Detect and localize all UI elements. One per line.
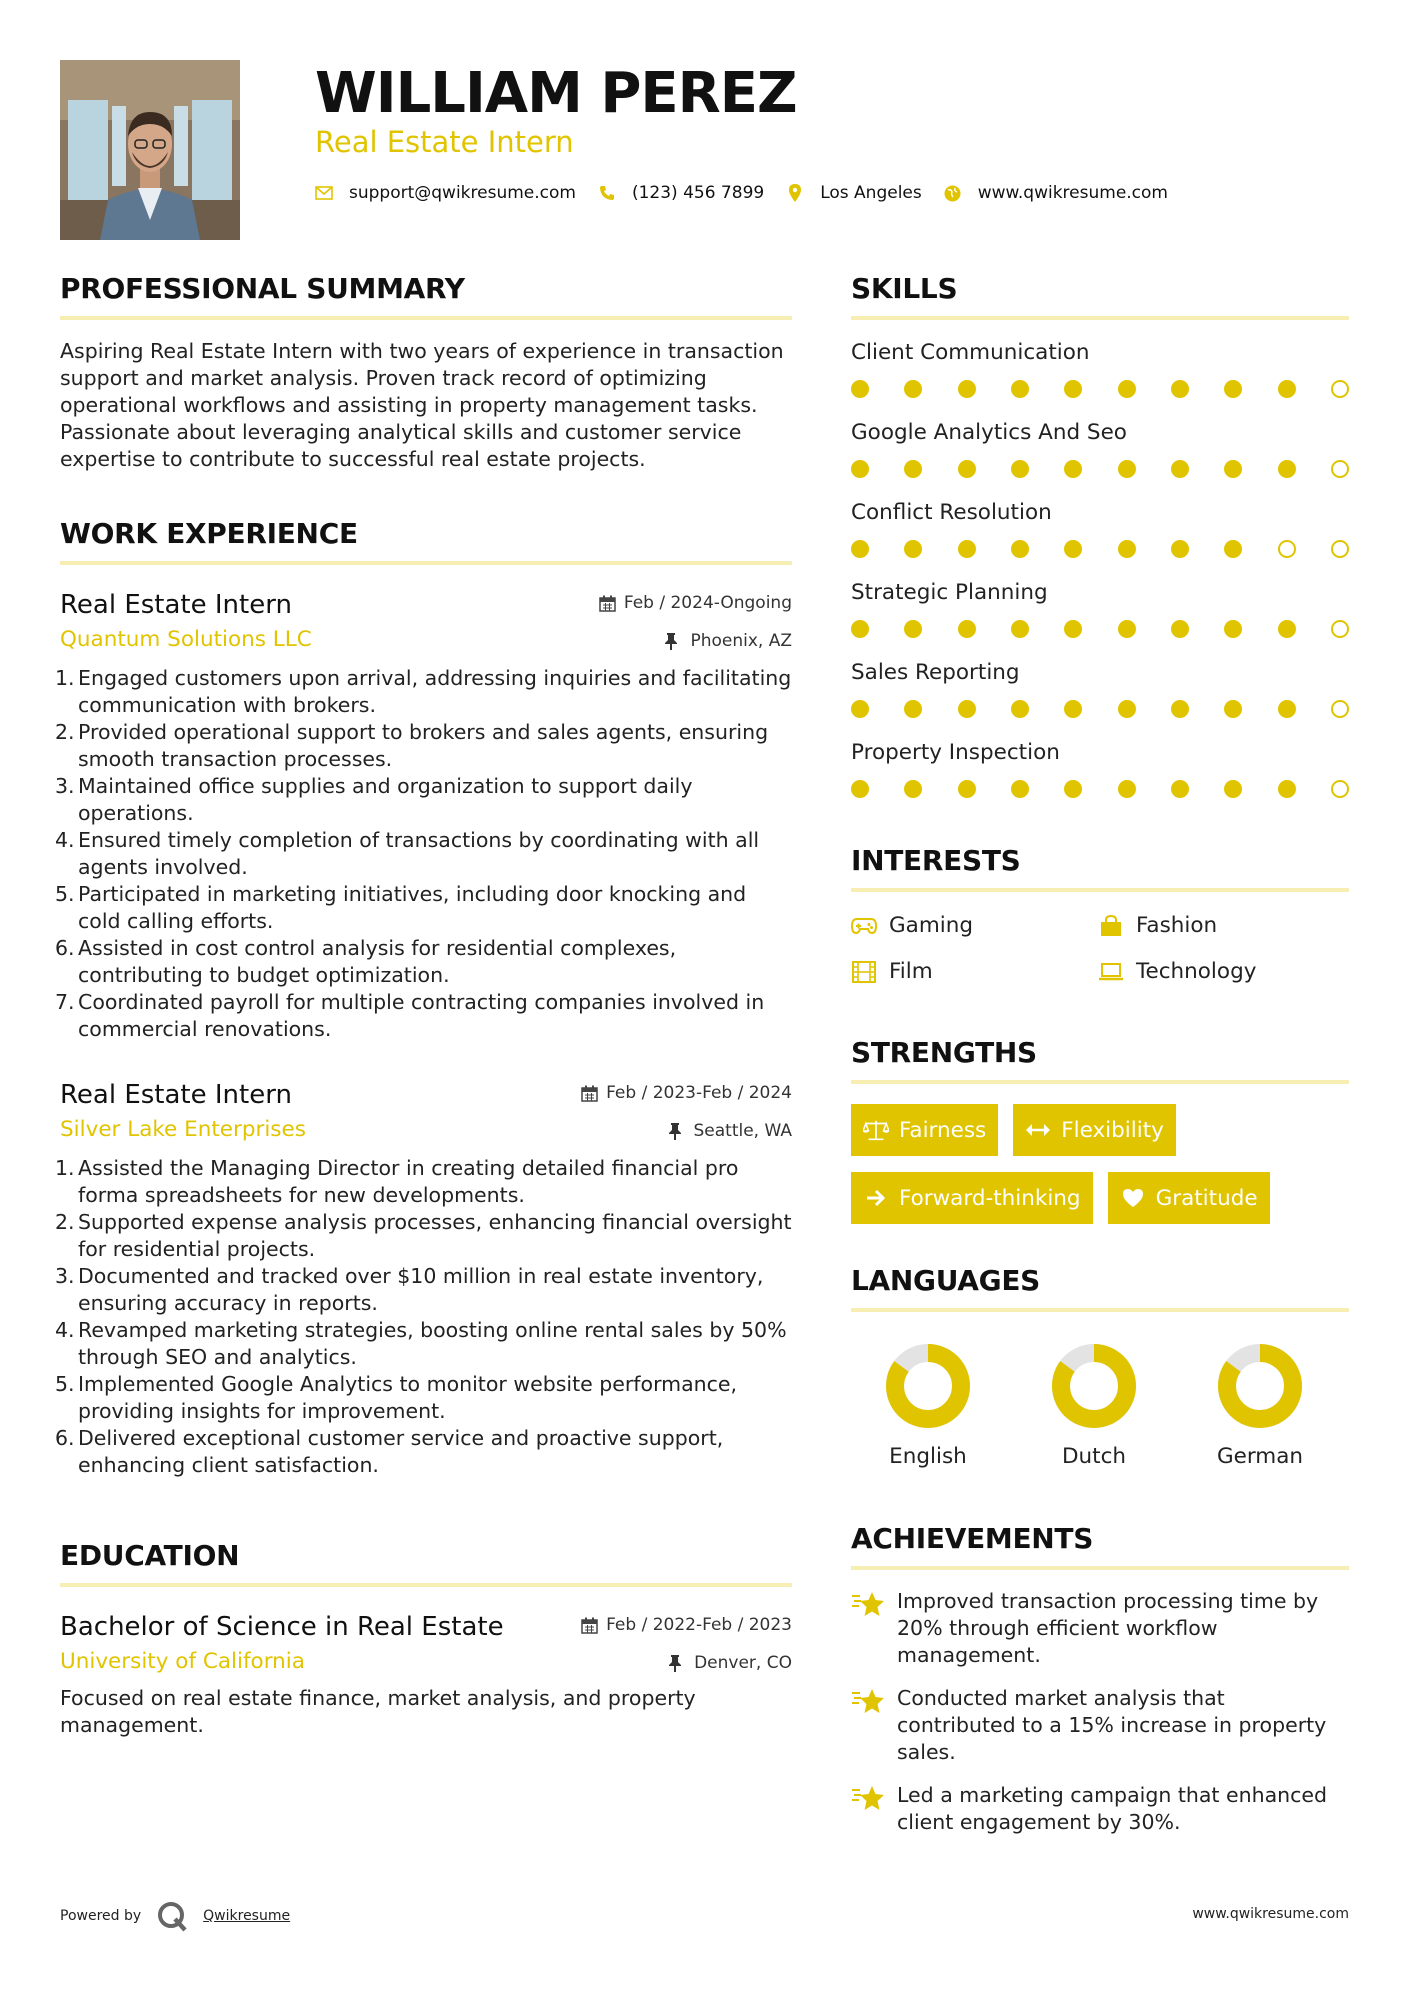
pushpin-icon bbox=[665, 633, 682, 650]
achievement-item: Conducted market analysis that contributed to a 15% increase in property sales. bbox=[851, 1685, 1349, 1766]
language-gauge bbox=[1216, 1342, 1304, 1430]
job-location-text: Phoenix, AZ bbox=[690, 631, 792, 651]
contact-location-text: Los Angeles bbox=[820, 183, 922, 203]
skill-name: Sales Reporting bbox=[851, 660, 1020, 685]
education-entry bbox=[60, 1609, 792, 1739]
summary-text: Aspiring Real Estate Intern with two years of experience in transaction support and market analysis. Proven track record of optimizing operational workflows and assisting in property management tasks. Passionate about leveraging analytical skills and customer service expertise to contribute to successful real estate projects. bbox=[60, 339, 784, 471]
skills-section bbox=[851, 270, 1349, 798]
skill-item bbox=[851, 498, 1349, 558]
rating-dot-filled bbox=[1171, 780, 1189, 798]
job-title: Real Estate Intern bbox=[60, 1080, 292, 1110]
skill-item bbox=[851, 578, 1349, 638]
rating-dot-filled bbox=[1171, 540, 1189, 558]
rating-dot-filled bbox=[1064, 460, 1082, 478]
phone-icon bbox=[598, 184, 616, 202]
rating-dot-filled bbox=[1064, 700, 1082, 718]
footer-url[interactable]: www.qwikresume.com bbox=[1192, 1906, 1349, 1922]
rating-dot-filled bbox=[1278, 460, 1296, 478]
rating-dot-filled bbox=[1278, 700, 1296, 718]
envelope-icon bbox=[315, 184, 333, 202]
achievement-item: Improved transaction processing time by 20% through efficient workflow management. bbox=[851, 1588, 1349, 1669]
skill-rating bbox=[851, 780, 1349, 798]
balance-scale-icon bbox=[863, 1119, 889, 1141]
rating-dot-filled bbox=[851, 620, 869, 638]
job-location bbox=[669, 1121, 793, 1141]
job-date-text: Feb / 2024-Ongoing bbox=[623, 593, 792, 613]
qwikresume-link[interactable]: Qwikresume bbox=[203, 1908, 291, 1924]
rating-dot-filled bbox=[1118, 620, 1136, 638]
language-item bbox=[1011, 1342, 1177, 1472]
contact-website-text: www.qwikresume.com bbox=[977, 183, 1168, 203]
job-company: Quantum Solutions LLC bbox=[60, 627, 312, 652]
rating-dot-filled bbox=[1011, 380, 1029, 398]
list-item: 5. Participated in marketing initiatives, including door knocking and cold calling efforts. bbox=[55, 882, 747, 933]
star-icon bbox=[851, 1590, 885, 1620]
profile-photo bbox=[60, 60, 240, 240]
strengths-list bbox=[851, 1104, 1349, 1240]
gamepad-icon bbox=[851, 915, 877, 937]
contact-phone-text: (123) 456 7899 bbox=[631, 183, 765, 203]
contact-location bbox=[786, 183, 922, 203]
language-name: German bbox=[1216, 1444, 1304, 1469]
interest-item: Film bbox=[851, 956, 1098, 988]
rating-dot-empty bbox=[1331, 780, 1349, 798]
rating-dot-filled bbox=[1064, 620, 1082, 638]
contact-website[interactable] bbox=[944, 183, 1168, 203]
rating-dot-filled bbox=[1118, 460, 1136, 478]
rating-dot-filled bbox=[1224, 620, 1242, 638]
list-item: 4. Revamped marketing strategies, boosting online rental sales by 50% through SEO and analytics. bbox=[55, 1318, 787, 1369]
rating-dot-filled bbox=[1064, 540, 1082, 558]
rating-dot-filled bbox=[1011, 620, 1029, 638]
education-date bbox=[581, 1615, 792, 1635]
rating-dot-filled bbox=[1171, 460, 1189, 478]
interest-item: Gaming bbox=[851, 910, 1098, 942]
rating-dot-empty bbox=[1331, 460, 1349, 478]
contact-phone[interactable] bbox=[598, 183, 764, 203]
rating-dot-filled bbox=[1011, 700, 1029, 718]
skill-rating bbox=[851, 380, 1349, 398]
rating-dot-filled bbox=[958, 780, 976, 798]
school-name: University of California bbox=[60, 1649, 305, 1674]
achievements-list bbox=[851, 1588, 1349, 1836]
rating-dot-filled bbox=[1278, 780, 1296, 798]
rating-dot-filled bbox=[1278, 380, 1296, 398]
skill-rating bbox=[851, 700, 1349, 718]
interest-item: Technology bbox=[1098, 956, 1349, 988]
list-item: 2. Supported expense analysis processes, enhancing financial oversight for residential projects. bbox=[55, 1210, 792, 1261]
rating-dot-filled bbox=[1224, 460, 1242, 478]
summary-section bbox=[60, 270, 792, 473]
rating-dot-filled bbox=[904, 380, 922, 398]
rating-dot-filled bbox=[1278, 620, 1296, 638]
job-location-text: Seattle, WA bbox=[693, 1121, 792, 1141]
heart-icon bbox=[1120, 1187, 1146, 1209]
rating-dot-filled bbox=[1224, 540, 1242, 558]
achievement-item: Led a marketing campaign that enhanced client engagement by 30%. bbox=[851, 1782, 1349, 1836]
rating-dot-filled bbox=[1118, 380, 1136, 398]
list-item: 5. Implemented Google Analytics to monitor website performance, providing insights for improvement. bbox=[55, 1372, 738, 1423]
education-location bbox=[669, 1653, 792, 1673]
rating-dot-filled bbox=[851, 460, 869, 478]
skills-list bbox=[851, 338, 1349, 798]
rating-dot-filled bbox=[904, 620, 922, 638]
strength-chip: Flexibility bbox=[1013, 1104, 1176, 1156]
skill-name: Property Inspection bbox=[851, 740, 1060, 765]
language-item bbox=[845, 1342, 1011, 1472]
rating-dot-filled bbox=[1118, 700, 1136, 718]
job-bullets bbox=[55, 665, 792, 1043]
calendar-icon bbox=[581, 1617, 598, 1634]
skill-item bbox=[851, 658, 1349, 718]
qwikresume-logo-icon bbox=[155, 1899, 189, 1933]
rating-dot-filled bbox=[1171, 380, 1189, 398]
rating-dot-filled bbox=[904, 700, 922, 718]
summary-heading: PROFESSIONAL SUMMARY bbox=[60, 272, 465, 305]
arrows-horizontal-icon bbox=[1025, 1119, 1051, 1141]
language-name: Dutch bbox=[1061, 1444, 1127, 1469]
contact-email-text: support@qwikresume.com bbox=[349, 183, 576, 203]
map-pin-icon bbox=[786, 184, 804, 202]
left-column bbox=[55, 270, 792, 1739]
candidate-title: Real Estate Intern bbox=[315, 125, 574, 159]
strength-chip: Forward-thinking bbox=[851, 1172, 1093, 1224]
job-date bbox=[599, 593, 792, 613]
rating-dot-filled bbox=[904, 780, 922, 798]
language-gauge bbox=[1050, 1342, 1138, 1430]
rating-dot-filled bbox=[851, 380, 869, 398]
rating-dot-filled bbox=[1011, 460, 1029, 478]
rating-dot-filled bbox=[1171, 620, 1189, 638]
rating-dot-filled bbox=[1224, 780, 1242, 798]
education-location-text: Denver, CO bbox=[694, 1653, 792, 1673]
globe-icon bbox=[944, 184, 962, 202]
experience-section bbox=[55, 515, 792, 1479]
interests-list bbox=[851, 910, 1349, 988]
laptop-icon bbox=[1098, 961, 1124, 983]
rating-dot-filled bbox=[958, 700, 976, 718]
list-item: 2. Provided operational support to brokers and sales agents, ensuring smooth transaction processes. bbox=[55, 720, 769, 771]
rating-dot-empty bbox=[1278, 540, 1296, 558]
rating-dot-filled bbox=[958, 620, 976, 638]
rating-dot-filled bbox=[1011, 780, 1029, 798]
pushpin-icon bbox=[669, 1123, 686, 1140]
languages-heading: LANGUAGES bbox=[851, 1264, 1041, 1297]
arrow-right-icon bbox=[863, 1187, 889, 1209]
degree-title: Bachelor of Science in Real Estate bbox=[60, 1612, 504, 1642]
job-title: Real Estate Intern bbox=[60, 590, 292, 620]
rating-dot-filled bbox=[1224, 380, 1242, 398]
calendar-icon bbox=[599, 595, 616, 612]
shopping-bag-icon bbox=[1098, 915, 1124, 937]
languages-list bbox=[851, 1342, 1349, 1472]
section-divider bbox=[851, 1080, 1349, 1084]
skill-rating bbox=[851, 620, 1349, 638]
experience-heading: WORK EXPERIENCE bbox=[60, 517, 358, 550]
list-item: 3. Documented and tracked over $10 million in real estate inventory, ensuring accuracy in reports. bbox=[55, 1264, 764, 1315]
strengths-section bbox=[851, 1034, 1349, 1240]
rating-dot-empty bbox=[1331, 700, 1349, 718]
skill-item bbox=[851, 418, 1349, 478]
rating-dot-filled bbox=[851, 700, 869, 718]
film-icon bbox=[851, 961, 877, 983]
section-divider bbox=[851, 316, 1349, 320]
skill-name: Strategic Planning bbox=[851, 580, 1048, 605]
rating-dot-empty bbox=[1331, 620, 1349, 638]
achievements-heading: ACHIEVEMENTS bbox=[851, 1522, 1094, 1555]
skill-name: Google Analytics And Seo bbox=[851, 420, 1127, 445]
list-item: 1. Assisted the Managing Director in creating detailed financial pro forma spreadsheets for new developments. bbox=[55, 1156, 739, 1207]
pushpin-icon bbox=[669, 1655, 686, 1672]
rating-dot-empty bbox=[1331, 380, 1349, 398]
skill-rating bbox=[851, 540, 1349, 558]
education-section bbox=[60, 1537, 792, 1739]
contact-bar bbox=[315, 178, 1190, 208]
strength-chip: Fairness bbox=[851, 1104, 998, 1156]
interests-section bbox=[851, 842, 1349, 988]
right-column bbox=[851, 270, 1349, 1836]
rating-dot-filled bbox=[958, 380, 976, 398]
rating-dot-filled bbox=[851, 780, 869, 798]
rating-dot-filled bbox=[958, 460, 976, 478]
rating-dot-empty bbox=[1331, 540, 1349, 558]
skill-item bbox=[851, 738, 1349, 798]
interest-item: Fashion bbox=[1098, 910, 1349, 942]
list-item: 7. Coordinated payroll for multiple contracting companies involved in commercial renovations. bbox=[55, 990, 765, 1041]
achievements-section bbox=[851, 1520, 1349, 1836]
calendar-icon bbox=[581, 1085, 598, 1102]
job-location bbox=[665, 631, 792, 651]
language-gauge bbox=[884, 1342, 972, 1430]
section-divider bbox=[60, 1583, 792, 1587]
job-entry bbox=[55, 1077, 792, 1479]
rating-dot-filled bbox=[1118, 540, 1136, 558]
skill-name: Conflict Resolution bbox=[851, 500, 1052, 525]
strengths-heading: STRENGTHS bbox=[851, 1036, 1037, 1069]
job-company: Silver Lake Enterprises bbox=[60, 1117, 306, 1142]
language-name: English bbox=[889, 1444, 967, 1469]
skills-heading: SKILLS bbox=[851, 272, 958, 305]
education-heading: EDUCATION bbox=[60, 1539, 240, 1572]
interests-heading: INTERESTS bbox=[851, 844, 1021, 877]
list-item: 6. Assisted in cost control analysis for residential complexes, contributing to budget optimization. bbox=[55, 936, 677, 987]
skill-item bbox=[851, 338, 1349, 398]
section-divider bbox=[60, 561, 792, 565]
section-divider bbox=[851, 888, 1349, 892]
job-bullets bbox=[55, 1155, 792, 1479]
rating-dot-filled bbox=[904, 540, 922, 558]
rating-dot-filled bbox=[1011, 540, 1029, 558]
rating-dot-filled bbox=[851, 540, 869, 558]
section-divider bbox=[851, 1308, 1349, 1312]
job-date bbox=[581, 1083, 792, 1103]
education-description: Focused on real estate finance, market analysis, and property management. bbox=[60, 1686, 696, 1737]
powered-by-text: Powered by bbox=[60, 1908, 142, 1924]
job-entry bbox=[55, 587, 792, 1043]
contact-email[interactable] bbox=[315, 183, 576, 203]
candidate-name: WILLIAM PEREZ bbox=[315, 61, 797, 126]
skill-name: Client Communication bbox=[851, 340, 1090, 365]
rating-dot-filled bbox=[1064, 380, 1082, 398]
rating-dot-filled bbox=[1118, 780, 1136, 798]
rating-dot-filled bbox=[1064, 780, 1082, 798]
list-item: 1. Engaged customers upon arrival, addressing inquiries and facilitating communication with brokers. bbox=[55, 666, 792, 717]
rating-dot-filled bbox=[904, 460, 922, 478]
star-icon bbox=[851, 1687, 885, 1717]
strength-chip: Gratitude bbox=[1108, 1172, 1270, 1224]
star-icon bbox=[851, 1784, 885, 1814]
languages-section bbox=[851, 1262, 1349, 1472]
skill-rating bbox=[851, 460, 1349, 478]
list-item: 6. Delivered exceptional customer service and proactive support, enhancing client satisfaction. bbox=[55, 1426, 724, 1477]
list-item: 3. Maintained office supplies and organization to support daily operations. bbox=[55, 774, 693, 825]
footer-powered-by bbox=[60, 1899, 290, 1933]
rating-dot-filled bbox=[958, 540, 976, 558]
section-divider bbox=[851, 1566, 1349, 1570]
rating-dot-filled bbox=[1171, 700, 1189, 718]
job-date-text: Feb / 2023-Feb / 2024 bbox=[606, 1083, 792, 1103]
rating-dot-filled bbox=[1224, 700, 1242, 718]
language-item bbox=[1177, 1342, 1343, 1472]
section-divider bbox=[60, 316, 792, 320]
list-item: 4. Ensured timely completion of transactions by coordinating with all agents involved. bbox=[55, 828, 760, 879]
education-date-text: Feb / 2022-Feb / 2023 bbox=[606, 1615, 792, 1635]
